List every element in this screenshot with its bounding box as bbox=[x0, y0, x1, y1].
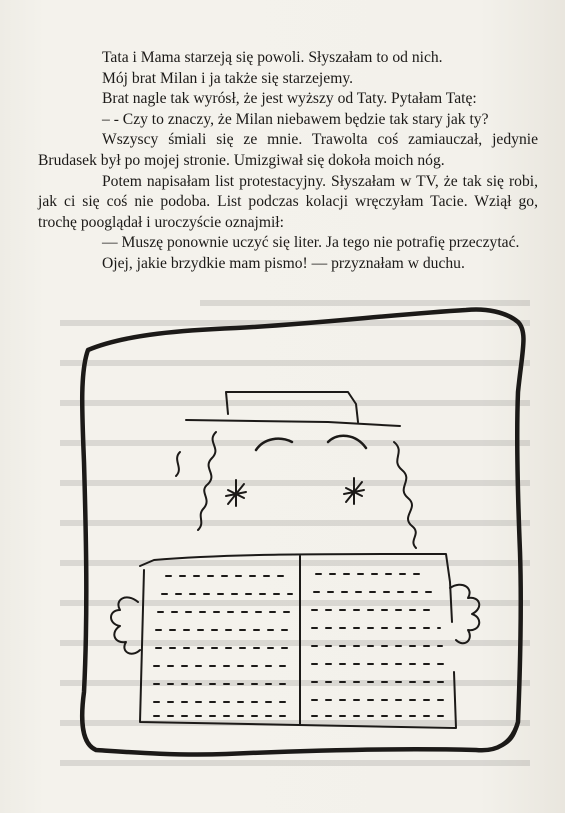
paragraph-8: Ojej, jakie brzydkie mam pismo! — przyznałam w duchu. bbox=[102, 254, 465, 272]
drawing-frame bbox=[82, 310, 523, 755]
eyebrow-right bbox=[328, 436, 366, 448]
paragraph-5: Wszyscy śmiali się ze mnie. Trawolta coś zamiauczał, jedynie Brudasek był po mojej stronie. Umizgiwał się dokoła moich nóg. bbox=[38, 131, 538, 169]
paragraph-6: Potem napisałam list protestacyjny. Słyszałam w TV, że tak się robi, jak ci się coś nie podoba. List podczas kolacji wręczyłam Tacie. Wziął go, trochę pooglądał i uroczyście oznajmił: bbox=[38, 172, 538, 231]
hand-left bbox=[111, 597, 140, 653]
hair-left bbox=[198, 432, 216, 530]
paragraph-7: — Muszę ponownie uczyć się liter. Ja tego nie potrafię przeczytać. bbox=[102, 234, 520, 252]
paragraph-4: – - Czy to znaczy, że Milan niebawem będzie tak stary jak ty? bbox=[102, 110, 489, 128]
paragraph-1: Tata i Mama starzeją się powoli. Słyszałam to od nich. bbox=[102, 49, 443, 66]
story-text bbox=[38, 48, 538, 275]
paragraph-3: Brat nagle tak wyrósł, że jest wyższy od Taty. Pytałam Tatę: bbox=[102, 90, 477, 108]
hand-right bbox=[450, 585, 479, 644]
eye-left bbox=[226, 480, 246, 506]
hat bbox=[186, 392, 400, 426]
child-drawing-illustration bbox=[66, 292, 536, 762]
paragraph-2: Mój brat Milan i ja także się starzejemy. bbox=[102, 69, 353, 87]
hair-right bbox=[394, 442, 416, 548]
eye-right bbox=[344, 478, 364, 504]
eyebrow-left bbox=[256, 439, 292, 450]
